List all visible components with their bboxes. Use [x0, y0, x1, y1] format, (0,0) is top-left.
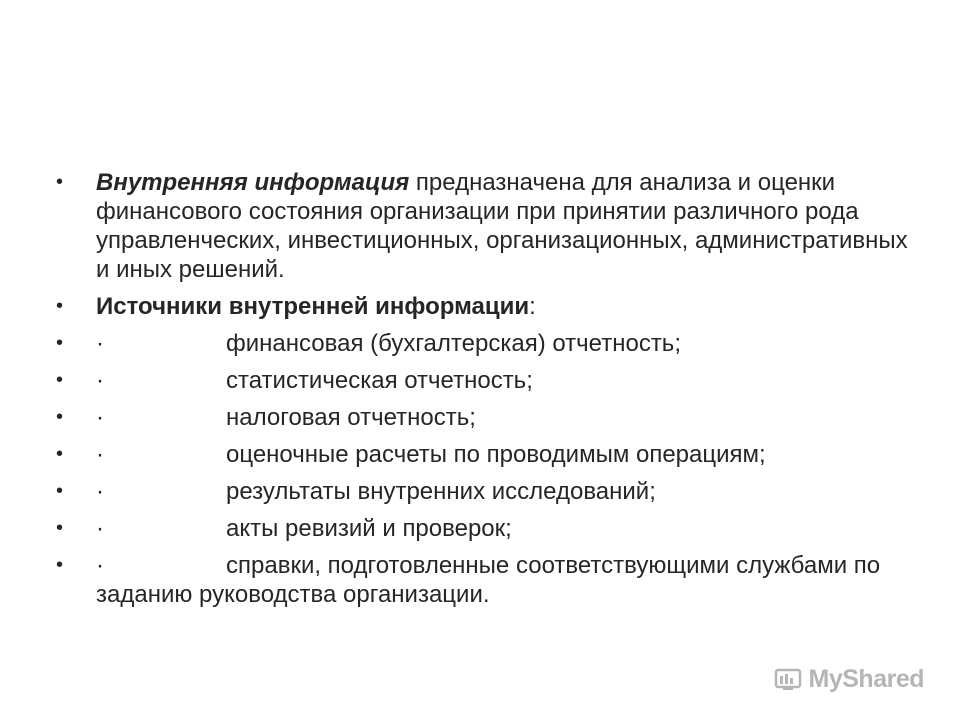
bullet: •	[56, 554, 64, 576]
bullet: •	[56, 171, 64, 193]
paragraph-text: предназначена для анализа и оценки финансового состояния организации при принятии различного рода управленческих, инвестиционных, организационных, административных и иных решений.	[96, 169, 908, 283]
watermark-text: MyShared	[808, 664, 924, 693]
source-text: налоговая отчетность;	[226, 404, 476, 431]
bullet: •	[56, 443, 64, 465]
paragraph-sources-heading	[56, 292, 916, 321]
slide-content	[56, 168, 916, 617]
middle-dot: ·	[96, 515, 104, 542]
list-item-source	[56, 477, 916, 506]
bullet: •	[56, 332, 64, 354]
bullet: •	[56, 369, 64, 391]
list-item-source	[56, 329, 916, 358]
myshared-logo-icon	[773, 664, 803, 694]
source-text: финансовая (бухгалтерская) отчетность;	[226, 330, 681, 357]
middle-dot: ·	[96, 552, 104, 579]
list-item-source	[56, 366, 916, 395]
list-item-source	[56, 551, 916, 609]
bullet: •	[56, 406, 64, 428]
middle-dot: ·	[96, 404, 104, 431]
sources-heading-colon: :	[529, 293, 536, 320]
source-text: результаты внутренних исследований;	[226, 478, 656, 505]
bullet: •	[56, 480, 64, 502]
middle-dot: ·	[96, 441, 104, 468]
term-internal-info: Внутренняя информация	[96, 169, 410, 196]
middle-dot: ·	[96, 330, 104, 357]
paragraph-internal-info	[56, 168, 916, 284]
list-item-source	[56, 440, 916, 469]
sources-heading: Источники внутренней информации	[96, 293, 530, 320]
list-item-source	[56, 514, 916, 543]
source-text: оценочные расчеты по проводимым операциям;	[226, 441, 766, 468]
myshared-watermark	[773, 664, 924, 694]
source-text: справки, подготовленные соответствующими службами по заданию руководства организации.	[96, 552, 881, 608]
middle-dot: ·	[96, 478, 104, 505]
bullet: •	[56, 517, 64, 539]
source-text: статистическая отчетность;	[226, 367, 533, 394]
source-text: акты ревизий и проверок;	[226, 515, 512, 542]
middle-dot: ·	[96, 367, 104, 394]
bullet: •	[56, 295, 64, 317]
list-item-source	[56, 403, 916, 432]
